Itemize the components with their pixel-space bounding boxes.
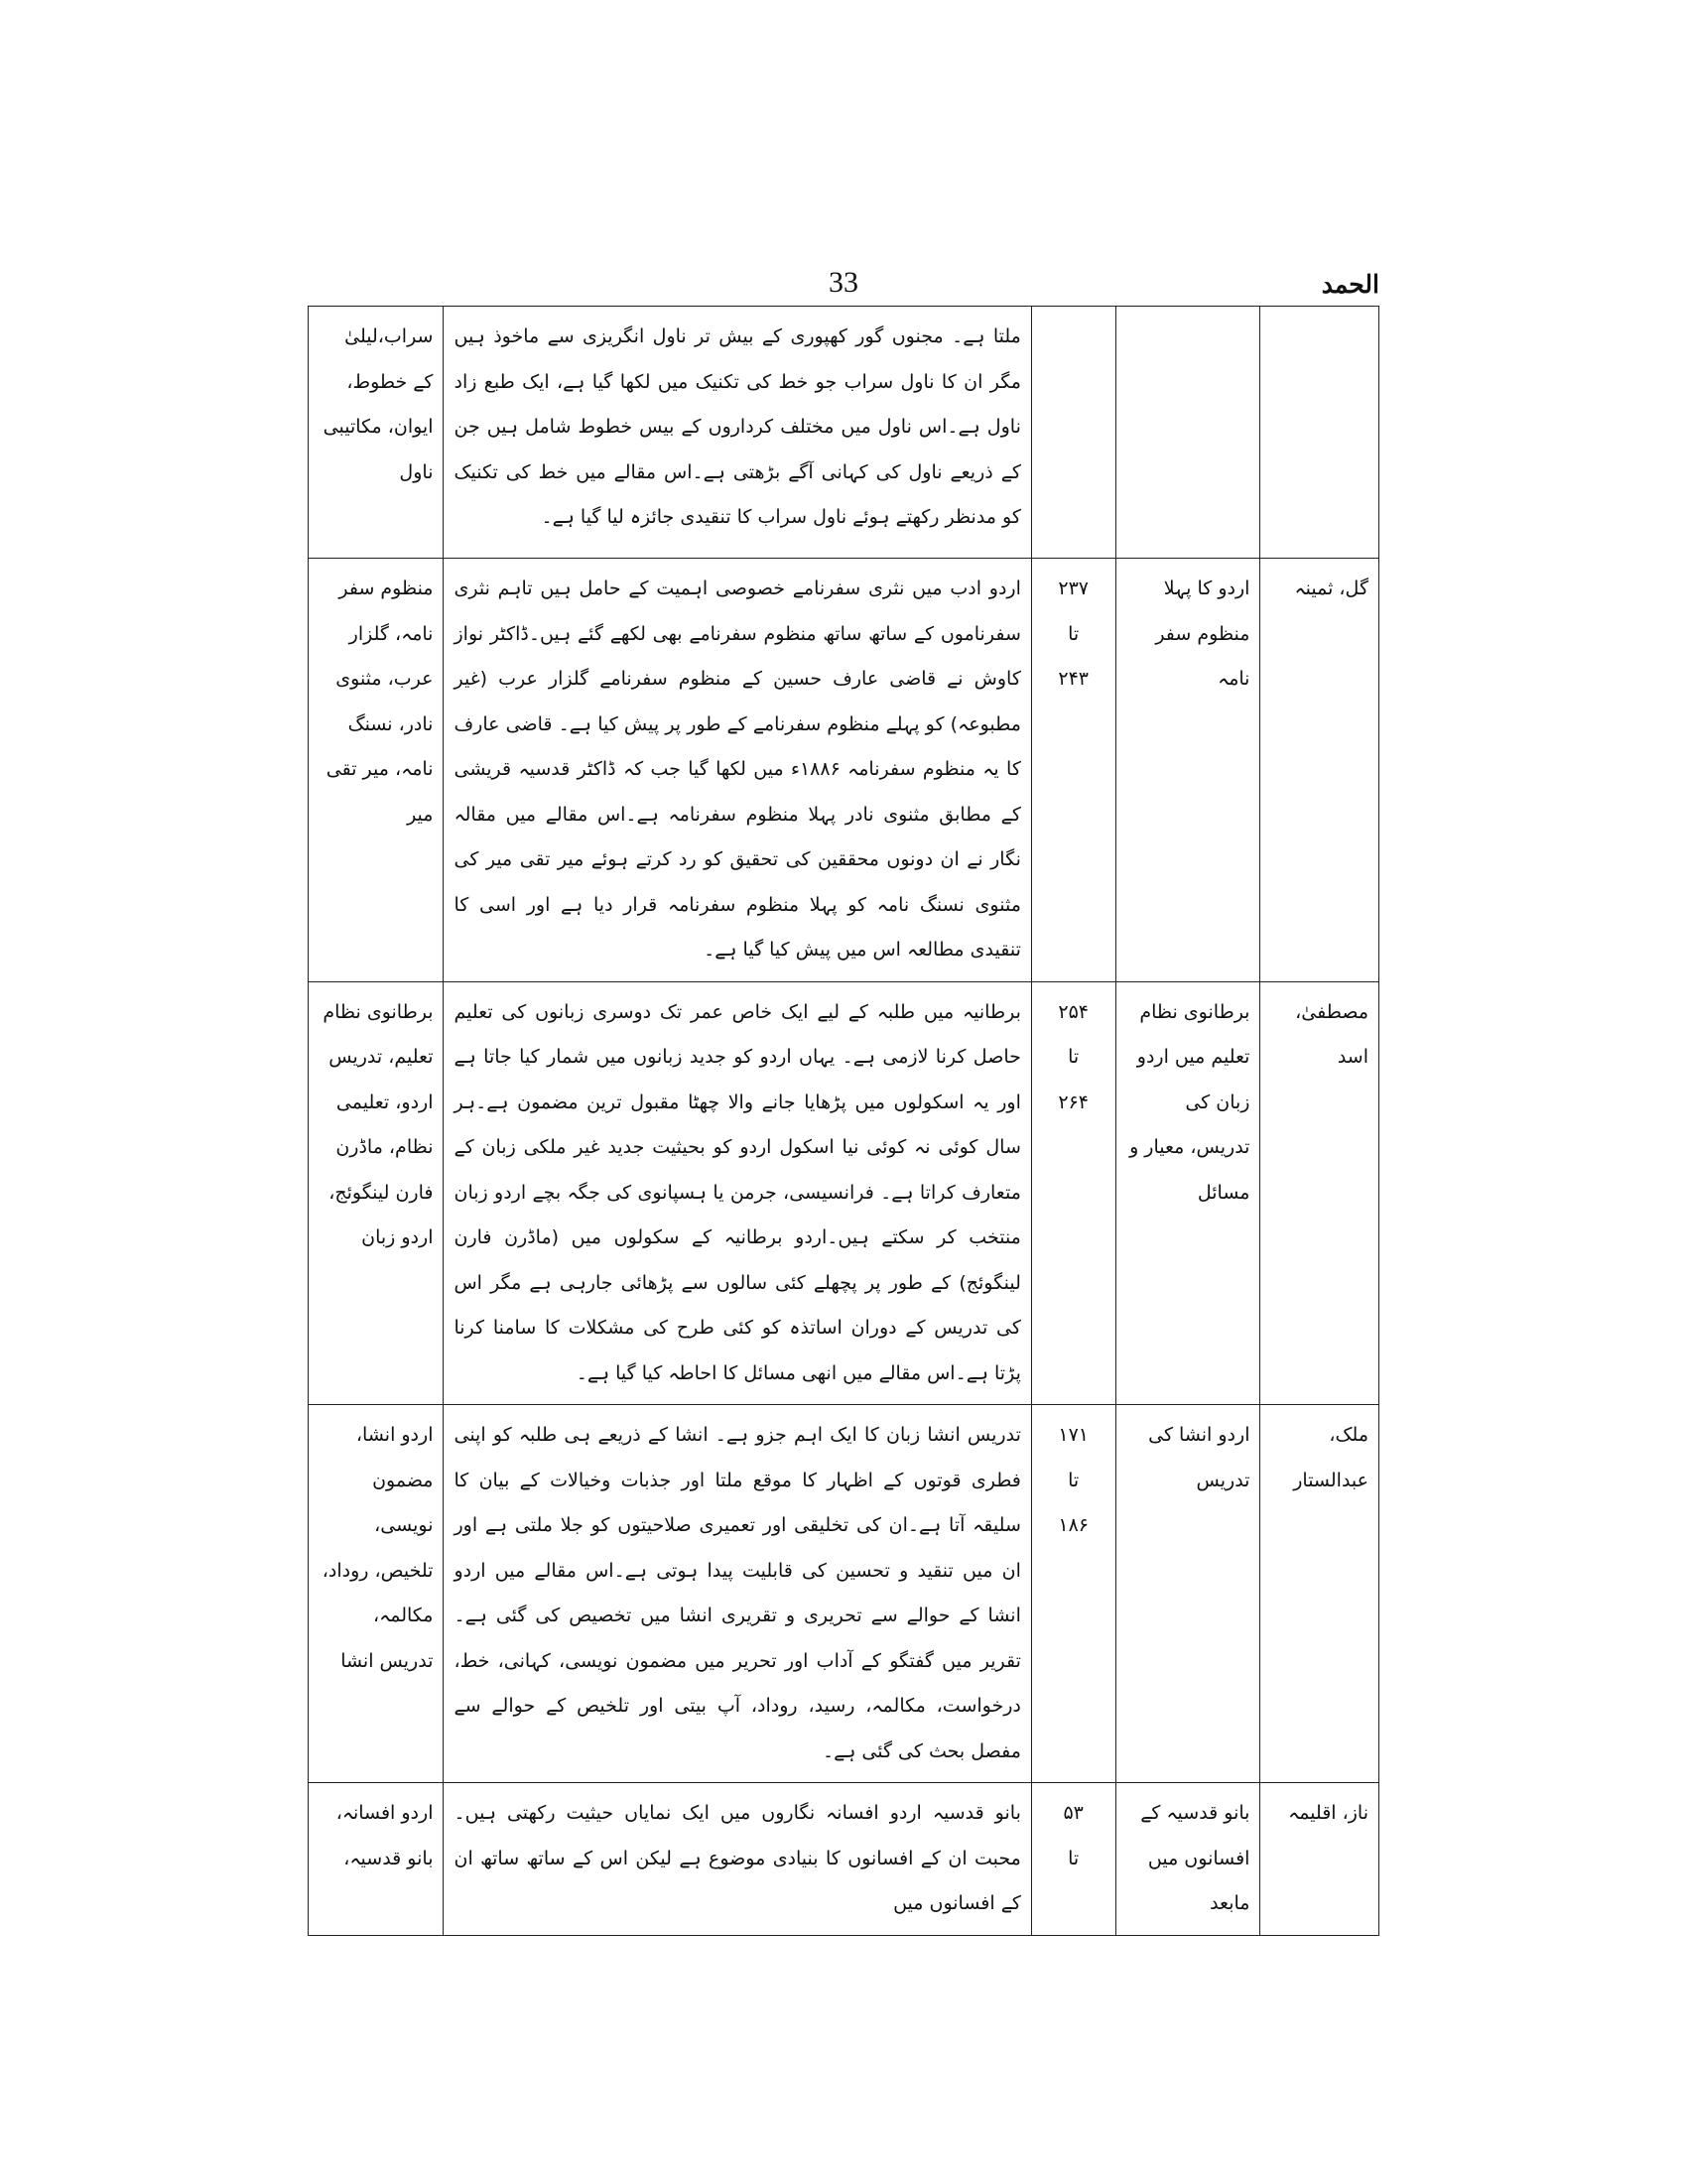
author-cell: گل، ثمینہ xyxy=(1260,559,1379,982)
bibliography-table xyxy=(308,306,1379,1936)
keywords-cell: اردو افسانہ، بانو قدسیہ، xyxy=(309,1783,444,1936)
pages-cell xyxy=(1031,981,1115,1405)
author-cell: مصطفیٰ، اسد xyxy=(1260,981,1379,1405)
author-cell: ملک، عبدالستار xyxy=(1260,1405,1379,1783)
title-cell: بانو قدسیہ کے افسانوں میں مابعد xyxy=(1115,1783,1260,1936)
table-row xyxy=(309,307,1379,559)
table-row xyxy=(309,981,1379,1405)
table-row xyxy=(309,559,1379,982)
title-cell xyxy=(1115,307,1260,559)
page-to: تا xyxy=(1068,1469,1080,1491)
journal-title: الحمد xyxy=(1321,270,1379,299)
page-from: ۱۷۱ xyxy=(1058,1424,1089,1446)
summary-cell: برطانیہ میں طلبہ کے لیے ایک خاص عمر تک دوسری زبانوں کی تعلیم حاصل کرنا لازمی ہے۔ یہاں اردو کو جدید زبانوں میں شمار کیا جاتا ہے اور یہ اسکولوں میں پڑھایا جانے والا چھٹا مقبول ترین مضمون ہے۔ہر سال کوئی نہ کوئی نیا اسکول اردو کو بحیثیت جدید غیر ملکی زبان کے متعارف کراتا ہے۔ فرانسیسی، جرمن یا ہسپانوی کی جگہ بچے اردو زبان منتخب کر سکتے ہیں۔اردو برطانیہ کے سکولوں میں (ماڈرن فارن لینگوئج) کے طور پر پچھلے کئی سالوں سے پڑھائی جارہی ہے مگر اس کی تدریس کے دوران اساتذہ کو کئی طرح کی مشکلات کا سامنا کرنا پڑتا ہے۔اس مقالے میں انھی مسائل کا احاطہ کیا گیا ہے۔ xyxy=(444,981,1031,1405)
author-cell xyxy=(1260,307,1379,559)
summary-cell: اردو ادب میں نثری سفرنامے خصوصی اہمیت کے حامل ہیں تاہم نثری سفرناموں کے ساتھ ساتھ منظوم سفرنامے بھی لکھے گئے ہیں۔ڈاکٹر نواز کاوش نے قاضی عارف حسین کے منظوم سفرنامے گلزار عرب (غیر مطبوعہ) کو پہلے منظوم سفرنامے کے طور پر پیش کیا ہے۔ قاضی عارف کا یہ منظوم سفرنامہ ۱۸۸۶ء میں لکھا گیا جب کہ ڈاکٹر قدسیہ قریشی کے مطابق مثنوی نادر پہلا منظوم سفرنامہ ہے۔اس مقالے میں مقالہ نگار نے ان دونوں محققین کی تحقیق کو رد کرتے ہوئے میر تقی میر کی مثنوی نسنگ نامہ کو پہلا منظوم سفرنامہ قرار دیا ہے اور اسی کا تنقیدی مطالعہ اس میں پیش کیا گیا ہے۔ xyxy=(444,559,1031,982)
keywords-cell: منظوم سفر نامہ، گلزار عرب، مثنوی نادر، نسنگ نامہ، میر تقی میر xyxy=(309,559,444,982)
pages-cell xyxy=(1031,1783,1115,1936)
summary-cell: ملتا ہے۔ مجنوں گور کھپوری کے بیش تر ناول انگریزی سے ماخوذ ہیں مگر ان کا ناول سراب جو خط کی تکنیک میں لکھا گیا ہے، ایک طبع زاد ناول ہے۔اس ناول میں مختلف کرداروں کے بیس خطوط شامل ہیں جن کے ذریعے ناول کی کہانی آگے بڑھتی ہے۔اس مقالے میں خط کی تکنیک کو مدنظر رکھتے ہوئے ناول سراب کا تنقیدی جائزہ لیا گیا ہے۔ xyxy=(444,307,1031,559)
page-to: تا xyxy=(1068,622,1080,645)
author-cell: ناز، اقلیمہ xyxy=(1260,1783,1379,1936)
page-number: 33 xyxy=(829,266,858,299)
pages-cell xyxy=(1031,1405,1115,1783)
page-header xyxy=(308,266,1379,306)
page-end: ۱۸۶ xyxy=(1058,1514,1089,1536)
title-cell: برطانوی نظام تعلیم میں اردو زبان کی تدریس، معیار و مسائل xyxy=(1115,981,1260,1405)
page-end: ۲۶۴ xyxy=(1058,1091,1089,1113)
keywords-cell: برطانوی نظام تعلیم، تدریس اردو، تعلیمی نظام، ماڈرن فارن لینگوئج، اردو زبان xyxy=(309,981,444,1405)
pages-cell xyxy=(1031,307,1115,559)
summary-cell: بانو قدسیہ اردو افسانہ نگاروں میں ایک نمایاں حیثیت رکھتی ہیں۔ محبت ان کے افسانوں کا بنیادی موضوع ہے لیکن اس کے ساتھ ساتھ ان کے افسانوں میں xyxy=(444,1783,1031,1936)
title-cell: اردو انشا کی تدریس xyxy=(1115,1405,1260,1783)
page-from: ۲۳۷ xyxy=(1058,578,1089,599)
page-to: تا xyxy=(1068,1847,1080,1869)
page-end: ۲۴۳ xyxy=(1058,668,1089,690)
page-to: تا xyxy=(1068,1046,1080,1068)
title-cell: اردو کا پہلا منظوم سفر نامہ xyxy=(1115,559,1260,982)
keywords-cell: سراب،لیلیٰ کے خطوط، ایوان، مکاتیبی ناول xyxy=(309,307,444,559)
keywords-cell: اردو انشا، مضمون نویسی، تلخیص، روداد، مکالمہ، تدریس انشا xyxy=(309,1405,444,1783)
pages-cell xyxy=(1031,559,1115,982)
table-row xyxy=(309,1783,1379,1936)
summary-cell: تدریس انشا زبان کا ایک اہم جزو ہے۔ انشا کے ذریعے ہی طلبہ کو اپنی فطری قوتوں کے اظہار کا موقع ملتا اور جذبات وخیالات کے بیان کا سلیقہ آتا ہے۔ان کی تخلیقی اور تعمیری صلاحیتوں کو جلا ملتی ہے اور ان میں تنقید و تحسین کی قابلیت پیدا ہوتی ہے۔اس مقالے میں اردو انشا کے حوالے سے تحریری و تقریری انشا میں تخصیص کی گئی ہے۔ تقریر میں گفتگو کے آداب اور تحریر میں مضمون نویسی، کہانی، خط، درخواست، مکالمہ، رسید، روداد، آپ بیتی اور تلخیص کے حوالے سے مفصل بحث کی گئی ہے۔ xyxy=(444,1405,1031,1783)
table-row xyxy=(309,1405,1379,1783)
page-from: ۵۳ xyxy=(1063,1802,1084,1824)
page-from: ۲۵۴ xyxy=(1058,1000,1089,1023)
